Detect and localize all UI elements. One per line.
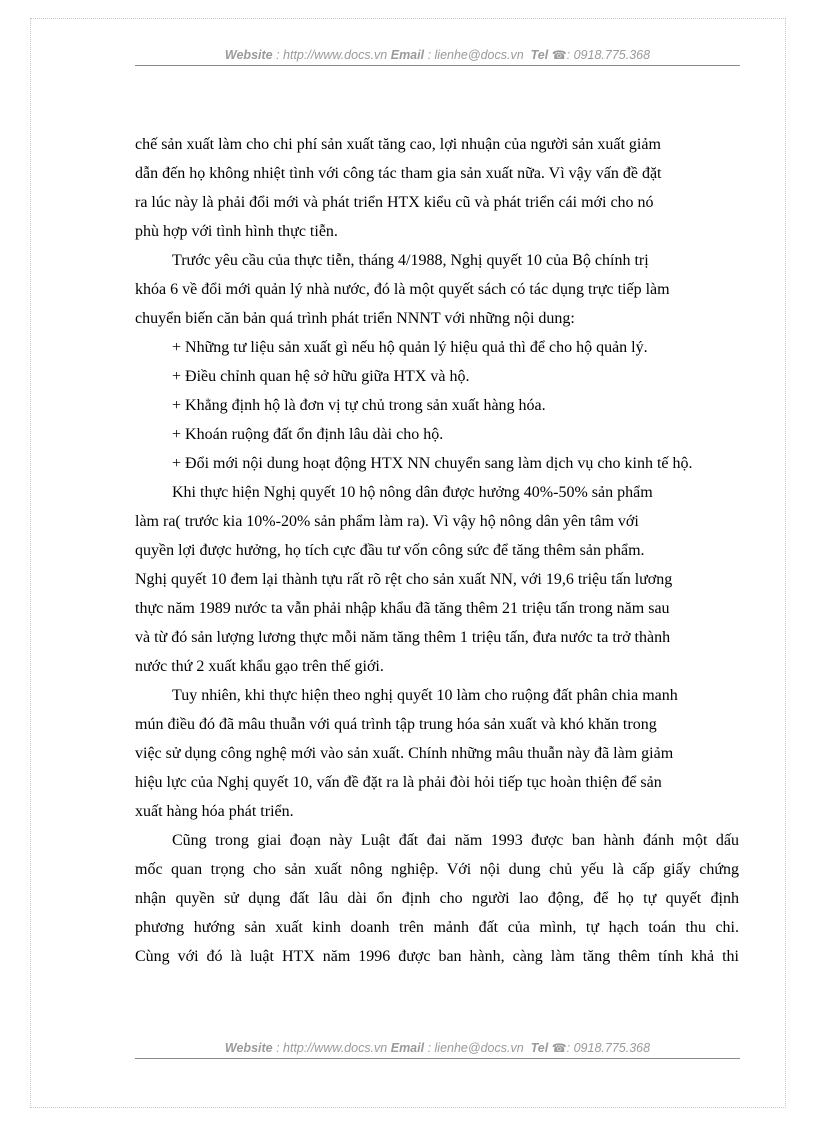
text-line: Cùng với đó là luật HTX năm 1996 được ban hành, càng làm tăng thêm tính khả thi xyxy=(135,948,739,965)
text-line: khóa 6 về đổi mới quản lý nhà nước, đó là một quyết sách có tác dụng trực tiếp làm xyxy=(135,281,670,298)
text-line: Cũng trong giai đoạn này Luật đất đai năm 1993 được ban hành đánh một dấu xyxy=(172,832,739,849)
page-header xyxy=(135,48,740,62)
text-line: Trước yêu cầu của thực tiễn, tháng 4/1988, Nghị quyết 10 của Bộ chính trị xyxy=(172,252,649,269)
text-line: nhận quyền sử dụng đất lâu dài ổn định cho người lao động, để họ tự quyết định xyxy=(135,890,739,907)
text-line: ra lúc này là phải đổi mới và phát triển HTX kiểu cũ và phát triển cái mới cho nó xyxy=(135,194,654,211)
header-email-sep: : xyxy=(424,48,435,62)
header-rule xyxy=(135,65,740,66)
bullet-item: + Đổi mới nội dung hoạt động HTX NN chuyển sang làm dịch vụ cho kinh tế hộ. xyxy=(172,455,693,472)
text-line: dẫn đến họ không nhiệt tình với công tác tham gia sản xuất nữa. Vì vậy vấn đề đặt xyxy=(135,165,662,182)
bullet-item: + Khẳng định hộ là đơn vị tự chủ trong sản xuất hàng hóa. xyxy=(172,397,546,414)
text-line: chế sản xuất làm cho chi phí sản xuất tăng cao, lợi nhuận của người sản xuất giảm xyxy=(135,136,661,153)
text-line: làm ra( trước kia 10%-20% sản phẩm làm ra). Vì vậy hộ nông dân yên tâm với xyxy=(135,513,639,530)
footer-email-value[interactable]: lienhe@docs.vn xyxy=(434,1041,524,1055)
text-line: hiệu lực của Nghị quyết 10, vấn đề đặt ra là phải đòi hỏi tiếp tục hoàn thiện để sản xyxy=(135,774,662,791)
header-website-url[interactable]: http://www.docs.vn xyxy=(283,48,388,62)
footer-tel-value: : 0918.775.368 xyxy=(566,1041,651,1055)
paragraph-1 xyxy=(135,130,739,246)
header-tel-label: Tel xyxy=(530,48,549,62)
text-line: phương hướng sản xuất kinh doanh trên mảnh đất của mình, tự hạch toán thu chi. xyxy=(135,919,739,936)
text-line: Tuy nhiên, khi thực hiện theo nghị quyết 10 làm cho ruộng đất phân chia manh xyxy=(172,687,678,704)
footer-tel-label: Tel xyxy=(530,1041,549,1055)
text-line: mún điều đó đã mâu thuẫn với quá trình tập trung hóa sản xuất và khó khăn trong xyxy=(135,716,657,733)
text-line: xuất hàng hóa phát triển. xyxy=(135,803,294,820)
footer-email-label: Email xyxy=(390,1041,425,1055)
text-line: Khi thực hiện Nghị quyết 10 hộ nông dân được hưởng 40%-50% sản phẩm xyxy=(172,484,653,501)
paragraph-5 xyxy=(135,826,739,971)
bullet-item: + Khoán ruộng đất ổn định lâu dài cho hộ. xyxy=(172,426,444,443)
header-website-sep: : xyxy=(272,48,284,62)
header-email-value[interactable]: lienhe@docs.vn xyxy=(434,48,524,62)
document-body xyxy=(135,130,739,971)
text-line: mốc quan trọng cho sản xuất nông nghiệp. Với nội dung chủ yếu là cấp giấy chứng xyxy=(135,861,739,878)
bullet-item: + Những tư liệu sản xuất gì nếu hộ quản lý hiệu quả thì để cho hộ quản lý. xyxy=(172,339,648,356)
text-line: Nghị quyết 10 đem lại thành tựu rất rõ rệt cho sản xuất NN, với 19,6 triệu tấn lương xyxy=(135,571,673,588)
footer-website-sep: : xyxy=(272,1041,284,1055)
header-email-label: Email xyxy=(390,48,425,62)
page-footer xyxy=(135,1041,740,1055)
telephone-icon: ☎ xyxy=(551,1041,567,1055)
paragraph-4 xyxy=(135,681,739,826)
text-line: phù hợp với tình hình thực tiễn. xyxy=(135,223,338,240)
text-line: việc sử dụng công nghệ mới vào sản xuất. Chính những mâu thuẫn này đã làm giảm xyxy=(135,745,674,762)
paragraph-3 xyxy=(135,478,739,681)
footer-email-sep: : xyxy=(424,1041,435,1055)
footer-website-label: Website xyxy=(224,1041,273,1055)
telephone-icon: ☎ xyxy=(551,48,567,62)
text-line: nước thứ 2 xuất khẩu gạo trên thế giới. xyxy=(135,658,384,675)
text-line: quyền lợi được hưởng, họ tích cực đầu tư vốn công sức để tăng thêm sản phẩm. xyxy=(135,542,645,559)
paragraph-2 xyxy=(135,246,739,333)
footer-website-url[interactable]: http://www.docs.vn xyxy=(283,1041,388,1055)
footer-rule xyxy=(135,1058,740,1059)
bullet-item: + Điều chỉnh quan hệ sở hữu giữa HTX và hộ. xyxy=(172,368,470,385)
text-line: thực năm 1989 nước ta vẫn phải nhập khẩu đã tăng thêm 21 triệu tấn trong năm sau xyxy=(135,600,670,617)
text-line: và từ đó sản lượng lương thực mỗi năm tăng thêm 1 triệu tấn, đưa nước ta trở thành xyxy=(135,629,671,646)
header-website-label: Website xyxy=(224,48,273,62)
header-tel-value: : 0918.775.368 xyxy=(566,48,651,62)
text-line: chuyển biến căn bản quá trình phát triển NNNT với những nội dung: xyxy=(135,310,575,327)
